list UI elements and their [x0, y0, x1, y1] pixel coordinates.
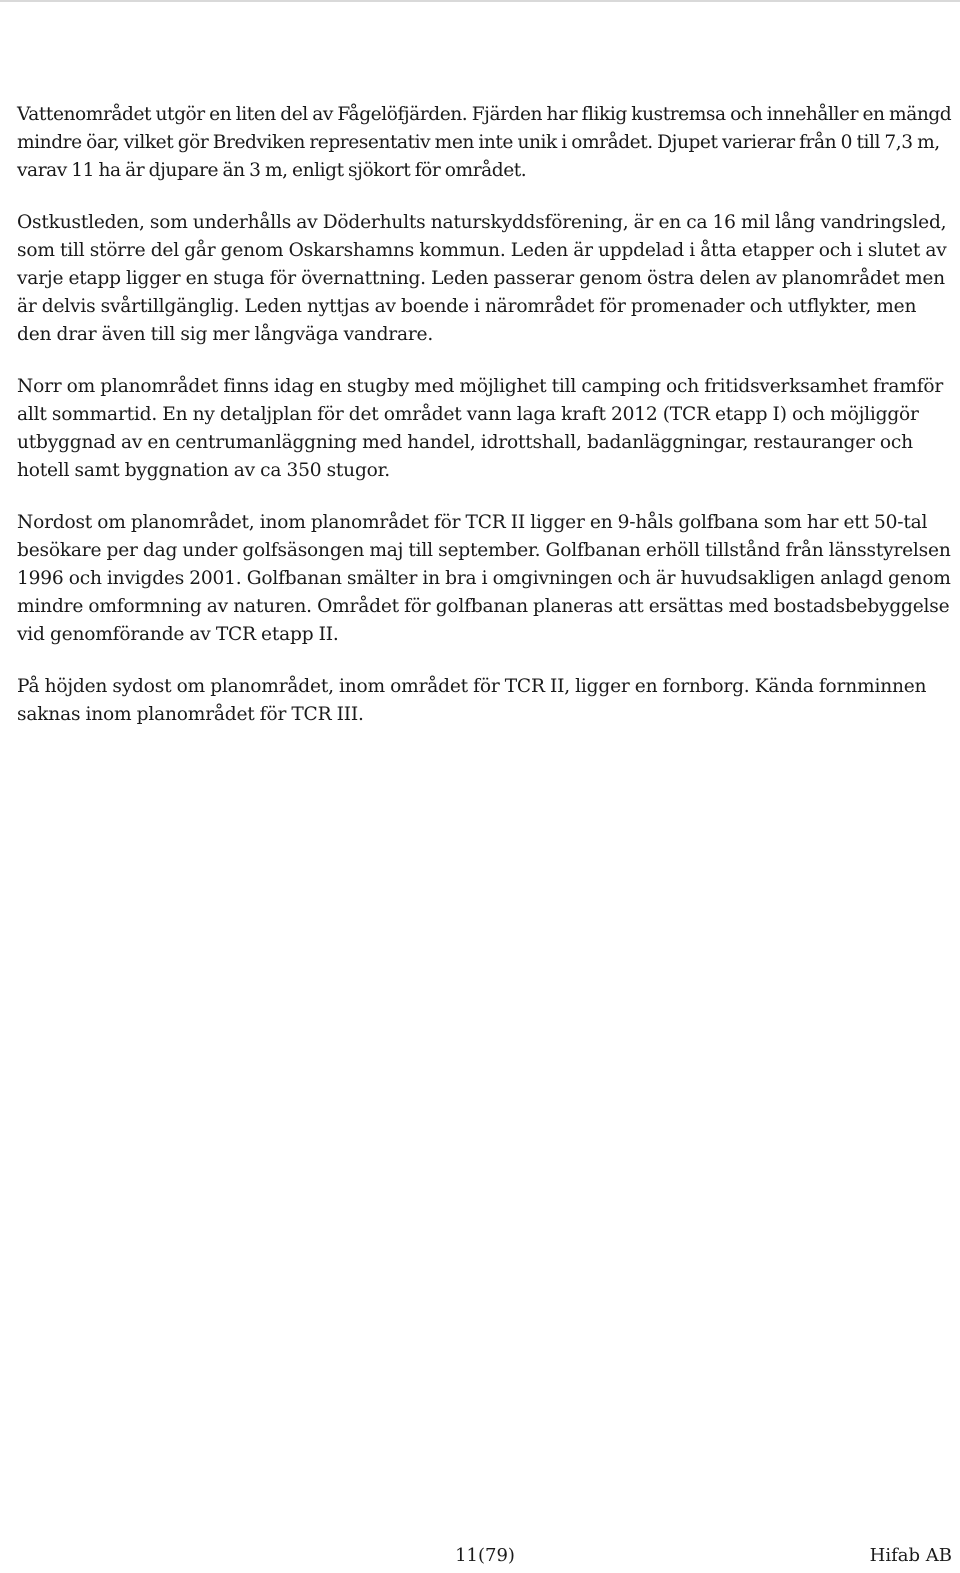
- paragraph-ostkustleden: Ostkustleden, som underhålls av Döderhults naturskyddsförening, är en ca 16 mil lång vandringsled, som till större del går genom Oskarshamns kommun. Leden är uppdelad i åtta etapper och i slutet av varje etapp ligger en stuga för övernattning. Leden passerar genom östra delen av planområdet men är delvis svårtillgänglig. Leden nyttjas av boende i närområdet för promenader och utflykter, men den drar även till sig mer långväga vandrare.: [17, 212, 947, 345]
- paragraph-stugby: Norr om planområdet finns idag en stugby med möjlighet till camping och fritidsverksamhet framför allt sommartid. En ny detaljplan för det området vann laga kraft 2012 (TCR etapp I) och möjliggör utbyggnad av en centrumanläggning med handel, idrottshall, badanläggningar, restauranger och hotell samt byggnation av ca 350 stugor.: [17, 376, 944, 481]
- company-name: Hifab AB: [869, 1545, 952, 1566]
- paragraph-fornborg: På höjden sydost om planområdet, inom området för TCR II, ligger en fornborg. Kända fornminnen saknas inom planområdet för TCR III.: [17, 676, 927, 725]
- page-number: 11(79): [455, 1545, 515, 1566]
- document-body: [17, 101, 952, 753]
- top-border-line: [0, 0, 960, 2]
- paragraph-water-area: Vattenområdet utgör en liten del av Fågelöfjärden. Fjärden har flikig kustremsa och innehåller en mängd mindre öar, vilket gör Bredviken representativ men inte unik i området. Djupet varierar från 0 till 7,3 m, varav 11 ha är djupare än 3 m, enligt sjökort för området.: [17, 104, 952, 181]
- paragraph-golfbana: Nordost om planområdet, inom planområdet för TCR II ligger en 9-håls golfbana som har ett 50-tal besökare per dag under golfsäsongen maj till september. Golfbanan erhöll tillstånd från länsstyrelsen 1996 och invigdes 2001. Golfbanan smälter in bra i omgivningen och är huvudsakligen anlagd genom mindre omformning av naturen. Området för golfbanan planeras att ersättas med bostadsbebyggelse vid genomförande av TCR etapp II.: [17, 512, 951, 645]
